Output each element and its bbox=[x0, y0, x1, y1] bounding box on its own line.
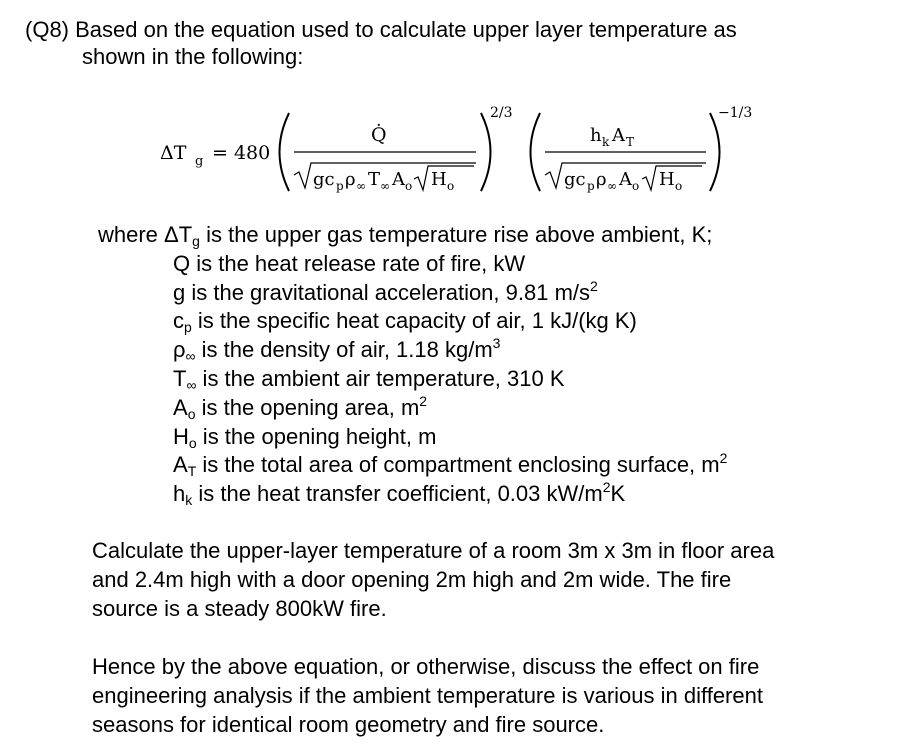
eq-num1: Q̇ bbox=[371, 124, 387, 146]
eq-right-paren-1 bbox=[481, 113, 491, 191]
question-text-line2: shown in the following: bbox=[82, 44, 304, 69]
eq-den1-rho: ρ bbox=[345, 169, 356, 190]
definition-lead: where $\Delta T_g$ is the upper gas temperature rise above ambient, K; bbox=[98, 222, 713, 249]
eq-den2-A-sub: o bbox=[632, 179, 640, 193]
eq-left-paren-2 bbox=[531, 113, 541, 191]
definition-item: $A_o$ is the opening area, $m^2$ bbox=[173, 392, 428, 422]
definitions-list bbox=[98, 221, 727, 509]
eq-den1-H-sub: o bbox=[447, 179, 455, 193]
eq-left-paren-1 bbox=[280, 113, 290, 191]
definition-item: $\rho_\infty$ is the density of air, 1.18 $kg/m^3$ bbox=[173, 335, 501, 365]
definition-item: $A_T$ is the total area of compartment enclosing surface, $m^2$ bbox=[173, 450, 728, 480]
eq-lhs: ΔT bbox=[160, 142, 187, 164]
eq-exponent-1: 2/3 bbox=[490, 105, 513, 121]
discussion-paragraph: Hence by the above equation, or otherwise, discuss the effect on fire engineering analysis if the ambient temperature is various in different seasons for identical room geometry and fire source. bbox=[92, 654, 763, 737]
eq-exponent-2: −1/3 bbox=[718, 105, 753, 121]
eq-den2-H: H bbox=[659, 169, 675, 190]
eq-den2-A: A bbox=[619, 169, 632, 190]
question-label: (Q8) bbox=[25, 17, 69, 42]
eq-den1-A: A bbox=[392, 169, 405, 190]
eq-num2-A: A bbox=[612, 125, 625, 146]
eq-den2-gc: gc bbox=[564, 169, 586, 190]
question-text-line1: Based on the equation used to calculate upper layer temperature as bbox=[75, 17, 737, 42]
eq-den2-H-sub: o bbox=[675, 179, 683, 193]
eq-lhs-sub: g bbox=[195, 154, 204, 169]
definition-item: $h_k$ is the heat transfer coefficient, 0.03 $kW/m^2K$ bbox=[173, 479, 626, 509]
upper-layer-temperature-equation bbox=[0, 95, 908, 205]
eq-den2-rho-sub: ∞ bbox=[607, 179, 617, 193]
definition-item: Q is the heat release rate of fire, kW bbox=[173, 250, 526, 276]
eq-den2-p-sub: p bbox=[587, 179, 595, 193]
eq-num2-h: h bbox=[590, 125, 602, 146]
eq-den1-p-sub: p bbox=[336, 179, 344, 193]
task-paragraph: Calculate the upper-layer temperature of a room 3m x 3m in floor area and 2.4m high with a door opening 2m high and 2m wide. The fire source is a steady 800kW fire. bbox=[92, 538, 775, 621]
definition-item: $c_p$ is the specific heat capacity of air, 1 kJ/(kg K) bbox=[173, 308, 637, 336]
eq-num2-T-sub: T bbox=[626, 135, 635, 149]
eq-den1-rho-sub: ∞ bbox=[356, 179, 366, 193]
definition-item: $T_\infty$ is the ambient air temperature, 310 K bbox=[173, 365, 565, 393]
eq-den2-rho: ρ bbox=[596, 169, 607, 190]
eq-den1-A-sub: o bbox=[405, 179, 413, 193]
eq-num2-k-sub: k bbox=[602, 135, 610, 149]
eq-den1-H: H bbox=[431, 169, 447, 190]
eq-den1-T-sub: ∞ bbox=[380, 179, 390, 193]
eq-den1-gc: gc bbox=[313, 169, 335, 190]
eq-equals-480: = 480 bbox=[212, 142, 271, 164]
eq-right-paren-2 bbox=[710, 113, 720, 191]
definition-item: $H_o$ is the opening height, m bbox=[173, 423, 437, 451]
eq-den1-T: T bbox=[368, 169, 381, 190]
definition-item: g is the gravitational acceleration, 9.81 $m/s^2$ bbox=[173, 277, 598, 305]
question-header bbox=[25, 16, 895, 70]
